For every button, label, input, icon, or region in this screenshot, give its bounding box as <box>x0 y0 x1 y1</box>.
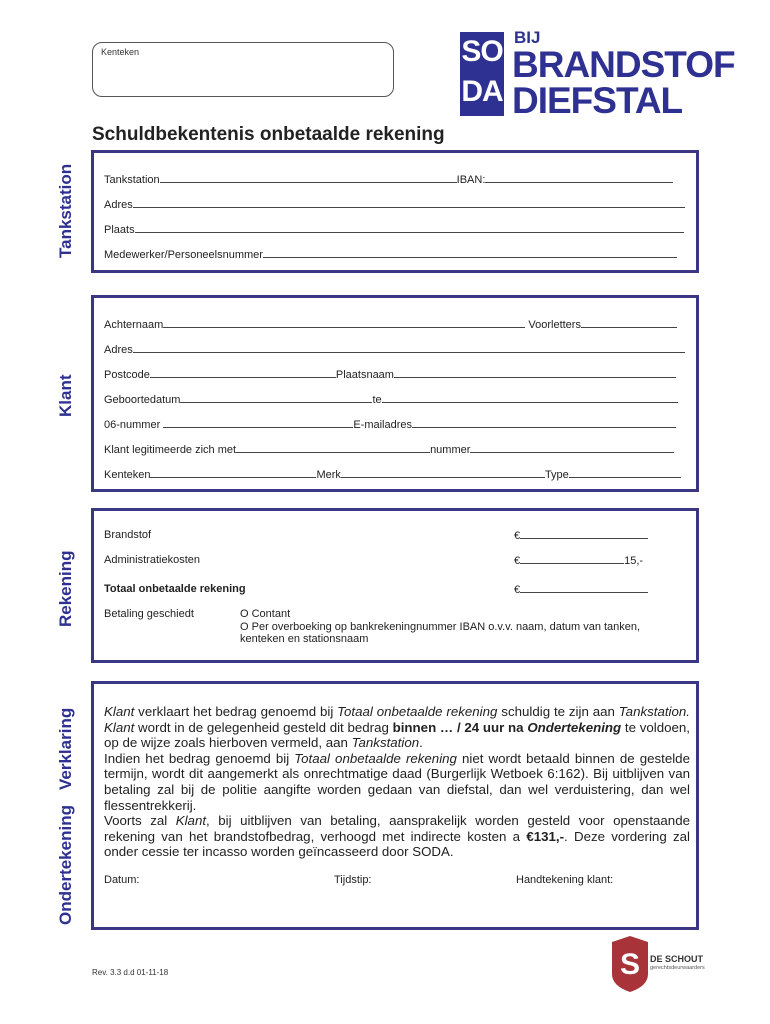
field-postcode[interactable] <box>150 368 336 378</box>
label-handtekening[interactable]: Handtekening klant: <box>516 874 614 886</box>
soda-logo <box>460 28 735 121</box>
label-admin: Administratiekosten <box>104 554 200 566</box>
row-06-nummer[interactable] <box>104 418 676 431</box>
label-postcode: Postcode <box>104 369 150 381</box>
de-schout-sub: gerechtsdeurwaarders <box>650 965 705 971</box>
field-achternaam[interactable] <box>163 318 525 328</box>
em-klant: Klant <box>104 719 135 735</box>
em-totaal: Totaal onbetaalde rekening <box>337 704 498 719</box>
field-te[interactable] <box>382 393 678 403</box>
em-tankstation: Tankstation <box>351 735 420 751</box>
row-kenteken[interactable] <box>104 468 681 481</box>
field-admin-line <box>520 554 624 564</box>
page-title: Schuldbekentenis onbetaalde rekening <box>92 124 445 145</box>
em-klant: Klant <box>175 813 207 829</box>
row-tankstation[interactable] <box>104 173 673 186</box>
text: verklaart het bedrag genoemd bij <box>134 704 338 719</box>
field-legitimatie[interactable] <box>236 443 430 453</box>
field-klant-adres[interactable] <box>133 343 685 353</box>
logo-bij: BIJ <box>514 28 541 47</box>
label-plaats: Plaats <box>104 224 135 236</box>
amount-totaal[interactable] <box>514 583 648 596</box>
em-tankstation: Tankstation. <box>618 704 690 719</box>
field-adres[interactable] <box>133 198 685 208</box>
label-betaling: Betaling geschiedt <box>104 608 194 620</box>
field-plaatsnaam[interactable] <box>394 368 676 378</box>
label-tijdstip[interactable]: Tijdstip: <box>334 874 372 886</box>
label-totaal: Totaal onbetaalde rekening <box>104 583 246 595</box>
euro-admin: € <box>514 555 521 567</box>
row-brandstof <box>104 529 151 541</box>
label-adres: Adres <box>104 199 133 211</box>
row-medewerker[interactable] <box>104 248 677 261</box>
label-06-nummer: 06-nummer <box>104 419 161 431</box>
label-tankstation: Tankstation <box>104 174 160 186</box>
field-merk[interactable] <box>341 468 545 478</box>
row-totaal <box>104 583 246 595</box>
declaration-p3 <box>104 813 690 860</box>
row-plaats[interactable] <box>104 223 684 236</box>
side-label-ondertekening: Ondertekening <box>56 805 75 925</box>
side-label-klant: Klant <box>56 374 75 417</box>
label-nummer: nummer <box>430 444 471 456</box>
text: Indien het bedrag genoemd bij <box>104 750 295 766</box>
label-email: E-mailadres <box>353 419 412 431</box>
label-klant-kenteken: Kenteken <box>104 469 151 481</box>
text: Voorts zal <box>104 813 176 829</box>
label-merk: Merk <box>316 469 341 481</box>
soda-top: SO <box>461 35 503 68</box>
label-plaatsnaam: Plaatsnaam <box>335 369 394 381</box>
label-brandstof: Brandstof <box>104 529 152 541</box>
kenteken-label: Kenteken <box>101 47 140 57</box>
logo-diefstal: DIEFSTAL <box>512 80 683 121</box>
soda-block <box>460 32 504 116</box>
row-postcode[interactable] <box>104 368 676 381</box>
de-schout-logo <box>608 934 708 994</box>
logo-brandstof: BRANDSTOF <box>512 44 735 85</box>
field-geboortedatum[interactable] <box>180 393 372 403</box>
text: , bij uitblijven van betaling, aansprakelijk worden gesteld voor openstaande rekening van het brandstofbedrag, verhoogd met indirecte kosten a <box>104 813 690 844</box>
field-nummer[interactable] <box>470 443 674 453</box>
em-ondertekening: Ondertekening <box>527 719 622 735</box>
label-legitimeerde: Klant legitimeerde zich met <box>104 444 237 456</box>
row-betaling <box>104 608 194 620</box>
label-medewerker: Medewerker/Personeelsnummer <box>104 249 263 261</box>
label-te: te <box>372 394 382 406</box>
svg-text:S: S <box>619 948 641 981</box>
row-adres[interactable] <box>104 198 685 211</box>
side-label-tankstation: Tankstation <box>56 163 75 258</box>
label-iban: IBAN: <box>456 174 486 186</box>
text: . <box>419 735 423 751</box>
side-label-rekening: Rekening <box>56 550 75 627</box>
declaration-p2 <box>104 751 690 813</box>
de-schout-name: DE SCHOUT <box>650 954 704 964</box>
kenteken-box[interactable] <box>92 42 394 97</box>
section-klant <box>91 295 699 492</box>
text: te voldoen, op de wijze zoals hierboven vermeld, aan <box>104 719 690 751</box>
betaling-options <box>240 608 640 646</box>
row-admin <box>104 554 200 566</box>
em-klant: Klant <box>104 704 135 719</box>
label-voorletters: Voorletters <box>528 319 581 331</box>
label-type: Type <box>544 469 569 481</box>
field-06-nummer[interactable] <box>163 418 353 428</box>
field-tankstation[interactable] <box>160 173 457 183</box>
field-brandstof[interactable] <box>520 529 648 539</box>
field-voorletters[interactable] <box>581 318 677 328</box>
field-email[interactable] <box>412 418 676 428</box>
em-totaal: Totaal onbetaalde rekening <box>294 750 457 766</box>
text: . Deze vordering zal onder cessie ter incasso worden geïncasseerd door SODA. <box>104 828 690 860</box>
label-datum[interactable]: Datum: <box>104 874 140 886</box>
amount-admin <box>514 554 643 567</box>
row-achternaam[interactable] <box>104 318 677 331</box>
section-verklaring <box>91 681 699 930</box>
strong-kosten: €131,- <box>526 828 565 844</box>
admin-amount: 15,- <box>624 555 644 567</box>
field-totaal[interactable] <box>520 583 648 593</box>
side-label-verklaring: Verklaring <box>56 707 75 790</box>
label-geboortedatum: Geboortedatum <box>104 394 181 406</box>
row-legitimatie[interactable] <box>104 443 674 456</box>
row-klant-adres[interactable] <box>104 343 685 356</box>
field-plaats[interactable] <box>135 223 684 233</box>
section-rekening <box>91 508 699 663</box>
strong-termijn: binnen … / 24 uur na <box>392 719 524 735</box>
euro-totaal: € <box>514 584 521 596</box>
field-medewerker[interactable] <box>263 248 677 258</box>
declaration-p1 <box>104 704 690 751</box>
euro-brandstof: € <box>514 530 521 542</box>
text: wordt in de gelegenheid gesteld dit bedrag <box>134 719 393 735</box>
label-achternaam: Achternaam <box>104 319 164 331</box>
option-contant[interactable]: O Contant <box>240 608 291 620</box>
amount-brandstof[interactable] <box>514 529 648 542</box>
section-tankstation <box>91 150 699 273</box>
field-iban[interactable] <box>485 173 673 183</box>
row-geboortedatum[interactable] <box>104 393 678 406</box>
option-overboeking[interactable]: O Per overboeking op bankrekeningnummer IBAN o.v.v. naam, datum van tanken, <box>240 620 641 633</box>
soda-bottom: DA <box>461 75 503 108</box>
field-klant-kenteken[interactable] <box>150 468 316 478</box>
label-klant-adres: Adres <box>104 344 133 356</box>
declaration-text <box>104 704 690 860</box>
field-type[interactable] <box>569 468 681 478</box>
revision-text: Rev. 3.3 d.d 01-11-18 <box>92 968 169 977</box>
text: schuldig te zijn aan <box>497 704 619 719</box>
text: niet wordt betaald binnen de gestelde termijn, wordt dit aangemerkt als onrechtmatige daad (Burgerlijk Wetboek 6:162). Bij uitblijven van betaling zal bij de politie aangifte worden gedaan van diefstal, dan wel verduistering, dan wel flessentrekkerij. <box>104 750 690 813</box>
shield-icon <box>612 936 648 992</box>
option-overboeking-cont: kenteken en stationsnaam <box>240 633 369 645</box>
